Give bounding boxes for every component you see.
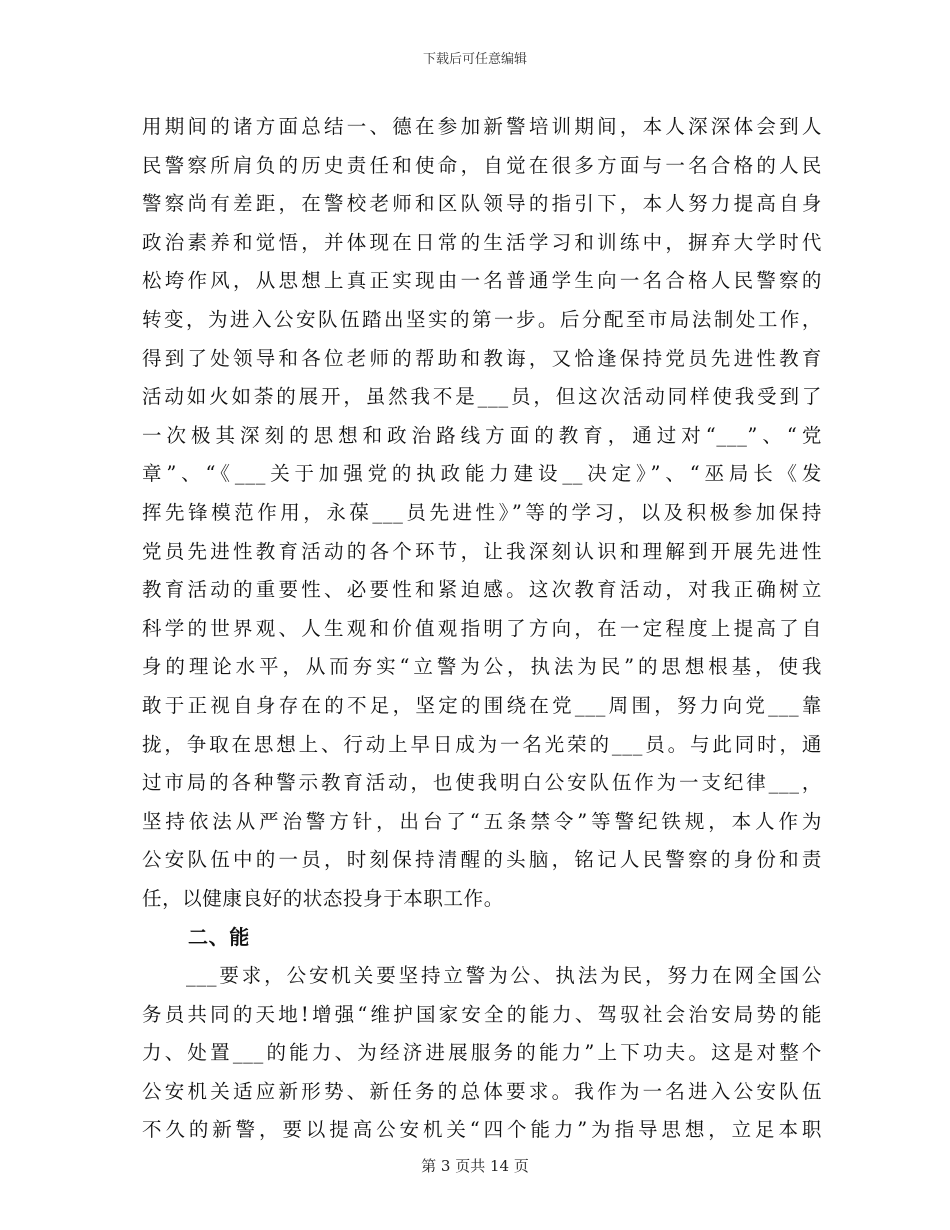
section-line: 公安机关适应新形势、新任务的总体要求。我作为一名进入公安队伍	[142, 1079, 822, 1103]
section-line: 务员共同的天地!增强“维护国家安全的能力、驾驭社会治安局势的能	[142, 1002, 822, 1026]
body-line: 政治素养和觉悟，并体现在日常的生活学习和训练中，摒弃大学时代	[142, 230, 822, 254]
body-line: 科学的世界观、人生观和价值观指明了方向，在一定程度上提高了自	[142, 616, 822, 640]
body-line: 教育活动的重要性、必要性和紧迫感。这次教育活动，对我正确树立	[142, 578, 822, 602]
body-line: 活动如火如荼的展开，虽然我不是___员，但这次活动同样使我受到了	[142, 385, 822, 409]
body-line: 用期间的诸方面总结一、德在参加新警培训期间，本人深深体会到人	[142, 115, 822, 138]
body-line: 得到了处领导和各位老师的帮助和教诲，又恰逢保持党员先进性教育	[142, 346, 822, 370]
section-line: 力、处置___的能力、为经济进展服务的能力”上下功夫。这是对整个	[142, 1041, 822, 1065]
section-heading: 二、能	[188, 925, 250, 950]
body-line: 过市局的各种警示教育活动，也使我明白公安队伍作为一支纪律___，	[142, 771, 822, 795]
body-line: 松垮作风，从思想上真正实现由一名普通学生向一名合格人民警察的	[142, 269, 822, 293]
body-line: 挥先锋模范作用，永葆___员先进性》”等的学习，以及积极参加保持	[142, 500, 822, 524]
section-line: 不久的新警，要以提高公安机关“四个能力”为指导思想，立足本职	[142, 1118, 822, 1142]
body-line: 公安队伍中的一员，时刻保持清醒的头脑，铭记人民警察的身份和责	[142, 848, 822, 872]
body-line: 一次极其深刻的思想和政治路线方面的教育，通过对“___”、“党	[142, 423, 822, 447]
body-line: 敢于正视自身存在的不足，坚定的围绕在党___周围，努力向党___靠	[142, 693, 822, 717]
page-number: 第 3 页共 14 页	[421, 1157, 529, 1175]
body-line: 民警察所肩负的历史责任和使命，自觉在很多方面与一名合格的人民	[142, 153, 822, 177]
document-body	[142, 108, 822, 1150]
body-line: 拢，争取在思想上、行动上早日成为一名光荣的___员。与此同时，通	[142, 732, 822, 756]
body-line: 坚持依法从严治警方针，出台了“五条禁令”等警纪铁规，本人作为	[142, 809, 822, 833]
body-line: 任，以健康良好的状态投身于本职工作。	[142, 886, 504, 910]
body-line: 章”、“《___关于加强党的执政能力建设__决定》”、“巫局长《发	[142, 462, 822, 486]
body-line: 警察尚有差距，在警校老师和区队领导的指引下，本人努力提高自身	[142, 192, 822, 216]
body-line: 转变，为进入公安队伍踏出坚实的第一步。后分配至市局法制处工作，	[142, 307, 822, 331]
body-line: 身的理论水平，从而夯实“立警为公，执法为民”的思想根基，使我	[142, 655, 822, 679]
body-line: 党员先进性教育活动的各个环节，让我深刻认识和理解到开展先进性	[142, 539, 822, 563]
section-line: ___要求，公安机关要坚持立警为公、执法为民，努力在网全国公	[186, 964, 822, 988]
page-header-note: 下载后可任意编辑	[422, 52, 527, 67]
